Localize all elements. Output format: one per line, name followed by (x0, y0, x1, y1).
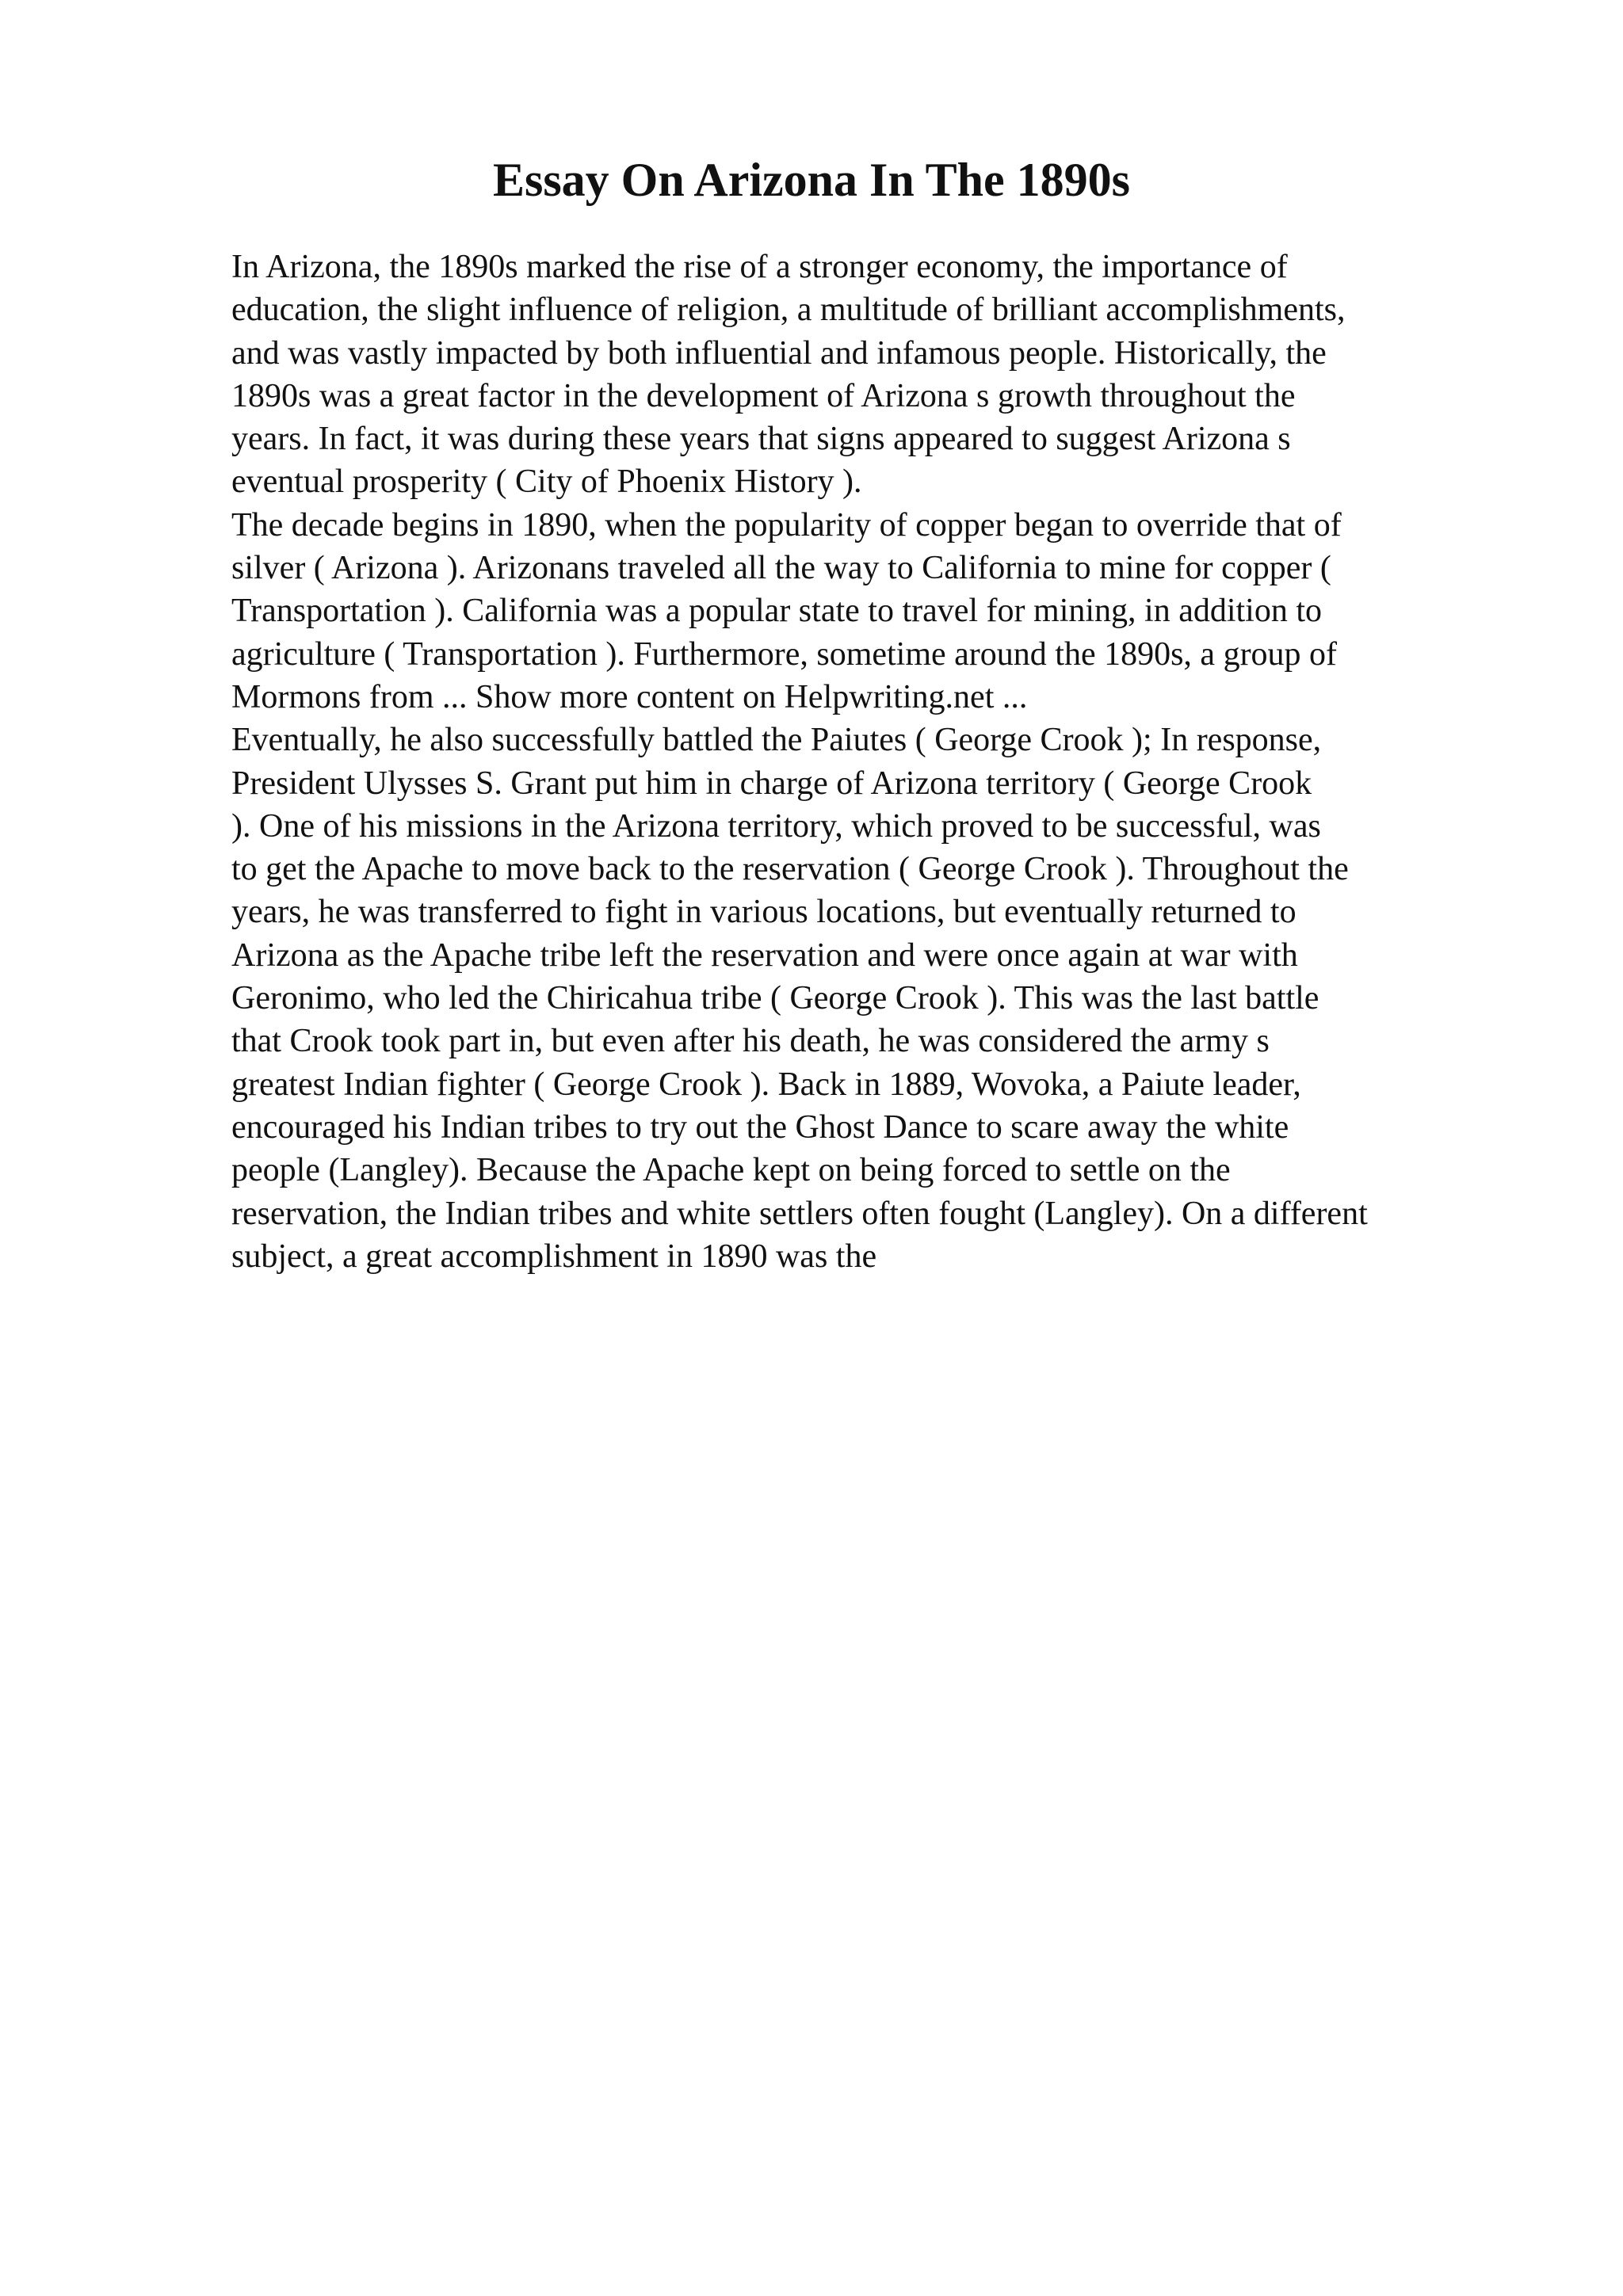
text-line: ). One of his missions in the Arizona territory, which proved to be successful, was (231, 807, 1321, 845)
text-line: encouraged his Indian tribes to try out the Ghost Dance to scare away the white (231, 1108, 1289, 1146)
text-line: In Arizona, the 1890s marked the rise of a stronger economy, the importance of (231, 249, 1288, 285)
text-line: President Ulysses S. Grant put him in charge of Arizona territory ( George Crook (231, 765, 1312, 802)
text-line: greatest Indian fighter ( George Crook ). Back in 1889, Wovoka, a Paiute leader, (231, 1066, 1301, 1103)
text-line: education, the slight influence of religion, a multitude of brilliant accomplishments, (231, 292, 1346, 329)
text-line: agriculture ( Transportation ). Furthermore, sometime around the 1890s, a group of (231, 635, 1338, 673)
essay-body (231, 246, 1499, 1278)
text-line: 1890s was a great factor in the development of Arizona s growth throughout the (231, 377, 1296, 414)
text-line: eventual prosperity ( City of Phoenix History ). (231, 463, 862, 501)
text-line: subject, a great accomplishment in 1890 was the (231, 1238, 877, 1275)
document-title: Essay On Arizona In The 1890s (492, 154, 1131, 206)
text-line: silver ( Arizona ). Arizonans traveled all the way to California to mine for copper ( (231, 550, 1331, 587)
text-line: The decade begins in 1890, when the popularity of copper began to override that of (231, 506, 1342, 543)
text-line: Transportation ). California was a popular state to travel for mining, in addition to (231, 593, 1323, 630)
text-line: that Crook took part in, but even after his death, he was considered the army s (231, 1023, 1270, 1060)
text-line: Mormons from ... Show more content on Helpwriting.net ... (231, 678, 1028, 715)
text-line: years. In fact, it was during these years that signs appeared to suggest Arizona s (231, 421, 1291, 458)
text-line: years, he was transferred to fight in various locations, but eventually returned to (231, 894, 1296, 931)
text-line: reservation, the Indian tribes and white settlers often fought (Langley). On a different (231, 1195, 1368, 1232)
text-line: people (Langley). Because the Apache kept on being forced to settle on the (231, 1152, 1231, 1189)
text-line: Geronimo, who led the Chiricahua tribe ( George Crook ). This was the last battle (231, 980, 1319, 1017)
text-line: Arizona as the Apache tribe left the reservation and were once again at war with (231, 936, 1298, 974)
text-line: Eventually, he also successfully battled the Paiutes ( George Crook ); In response, (231, 722, 1322, 759)
text-line: and was vastly impacted by both influential and infamous people. Historically, the (231, 334, 1327, 372)
text-line: to get the Apache to move back to the reservation ( George Crook ). Throughout the (231, 851, 1349, 888)
